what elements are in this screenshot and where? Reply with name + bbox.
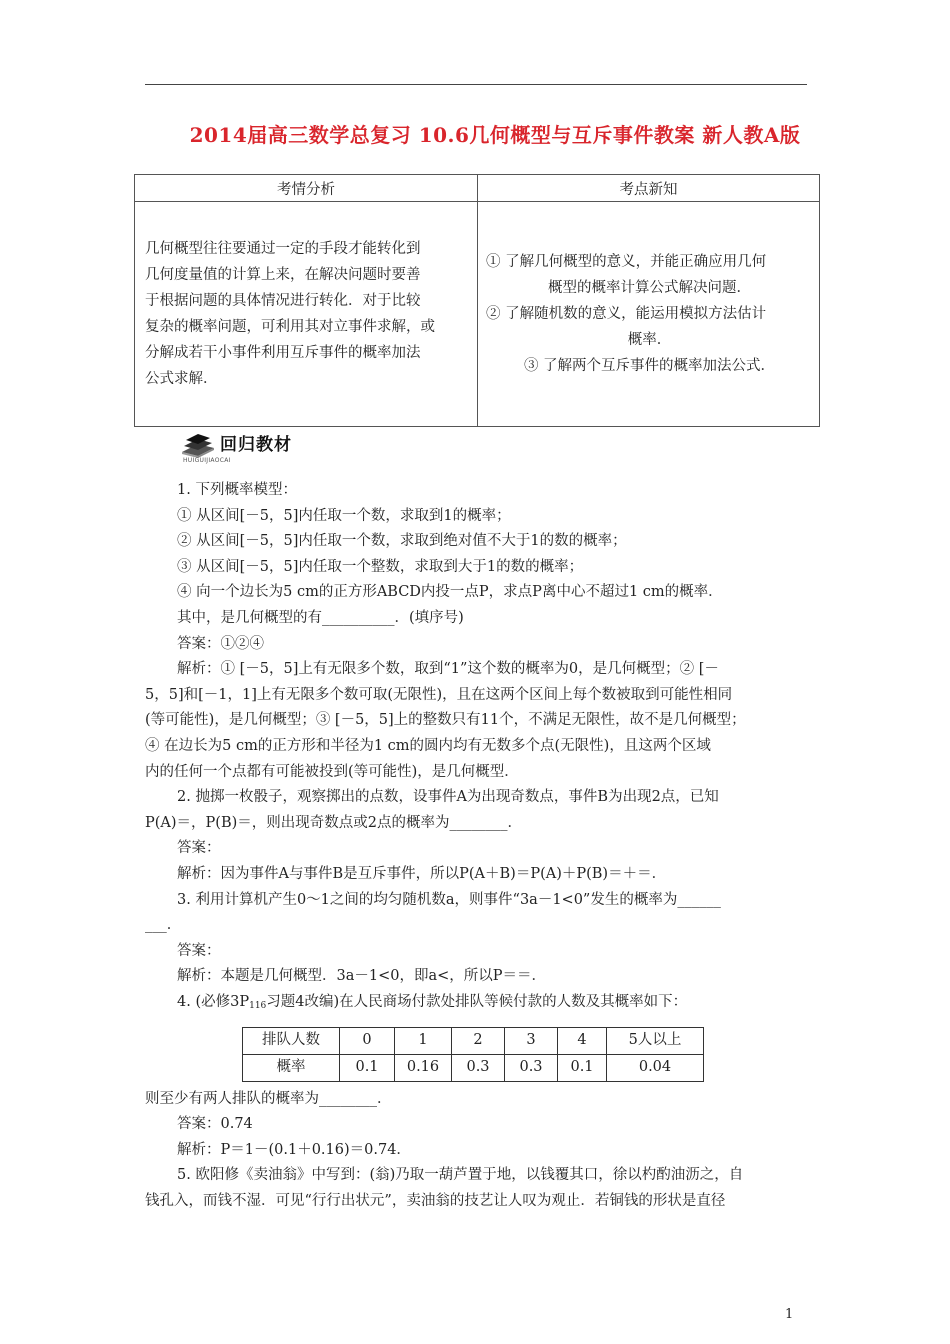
q1-explain: 内的任何一个点都有可能被投到(等可能性)，是几何概型． (145, 763, 519, 780)
analysis-right-line: ③ 了解两个互斥事件的概率加法公式． (523, 358, 776, 374)
q1-explain: 5，5]和[－1，1]上有无限多个数可取(无限性)，且在这两个区间上每个数被取到可能性相同 (145, 686, 733, 703)
q3-answer: 答案： (177, 942, 221, 959)
table-cell: 3 (505, 1028, 558, 1055)
books-icon (178, 428, 218, 460)
table-cell: 0.3 (505, 1055, 558, 1082)
q1-explain: (等可能性)，是几何概型；③ [－5，5]上的整数只有11个，不满足无限性，故不是几何概型； (145, 712, 746, 729)
analysis-right-line: ① 了解几何概型的意义，并能正确应用几何 (486, 254, 767, 270)
table-cell: 0.1 (558, 1055, 607, 1082)
analysis-left-line: 于根据问题的具体情况进行转化．对于比较 (145, 293, 421, 309)
section-banner (178, 428, 308, 468)
q4-explain: 解析：P＝1－(0.1＋0.16)＝0.74． (177, 1141, 411, 1158)
q4-stem-pre: 4. (必修3P (177, 993, 250, 1010)
table-cell: 0 (340, 1028, 395, 1055)
q1-option: ② 从区间[－5，5]内任取一个数，求取到绝对值不大于1的数的概率； (177, 533, 627, 550)
table-cell: 1 (395, 1028, 452, 1055)
page-number: 1 (785, 1307, 794, 1322)
q4-stem-sub: 116 (249, 1000, 267, 1011)
analysis-left-line: 公式求解． (145, 371, 218, 387)
analysis-header-right: 考点新知 (478, 175, 820, 202)
q2-answer: 答案： (177, 840, 221, 857)
banner-subtitle: HUIGUIJIAOCAI (183, 457, 231, 464)
q1-option: ① 从区间[－5，5]内任取一个数，求取到1的概率； (177, 507, 511, 524)
q1-explain: ④ 在边长为5 cm的正方形和半径为1 cm的圆内均有无数多个点(无限性)，且这两个区域 (145, 737, 711, 754)
q2-stem: 2. 抛掷一枚骰子，观察掷出的点数，设事件A为出现奇数点，事件B为出现2点，已知 (177, 789, 719, 806)
analysis-left-cell (135, 202, 478, 427)
table-cell: 排队人数 (243, 1028, 340, 1055)
q2-explain: 解析：因为事件A与事件B是互斥事件，所以P(A＋B)＝P(A)＋P(B)＝＋＝． (177, 865, 667, 882)
table-cell: 2 (452, 1028, 505, 1055)
analysis-left-line: 几何概型往往要通过一定的手段才能转化到 (145, 241, 421, 257)
q1-option: ③ 从区间[－5，5]内任取一个整数，求取到大于1的数的概率； (177, 558, 584, 575)
table-cell: 4 (558, 1028, 607, 1055)
q1-ask: 其中，是几何概型的有__________．(填序号) (177, 609, 464, 626)
queue-probability-table (242, 1027, 704, 1081)
table-row (243, 1028, 704, 1055)
q4-ask: 则至少有两人排队的概率为________． (145, 1090, 392, 1107)
analysis-header-left: 考情分析 (135, 175, 478, 202)
q4-stem (145, 990, 807, 1020)
q3-stem: 3. 利用计算机产生0～1之间的均匀随机数a，则事件“3a－1<0”发生的概率为______ (177, 891, 721, 908)
header-rule (145, 84, 807, 85)
analysis-right-line: ② 了解随机数的意义，能运用模拟方法估计 (486, 306, 767, 322)
q4-answer: 答案：0.74 (177, 1116, 253, 1133)
q1-stem: 1. 下列概率模型： (177, 482, 297, 498)
analysis-right-line: 概率． (627, 332, 672, 348)
analysis-left-line: 分解成若干小事件利用互斥事件的概率加法 (145, 345, 421, 361)
q1-answer: 答案：①②④ (177, 635, 264, 652)
table-cell: 0.04 (607, 1055, 704, 1082)
table-cell: 0.1 (340, 1055, 395, 1082)
table-cell: 概率 (243, 1055, 340, 1082)
analysis-right-cell (478, 202, 820, 427)
table-cell: 5人以上 (607, 1028, 704, 1055)
q1-option: ④ 向一个边长为5 cm的正方形ABCD内投一点P，求点P离中心不超过1 cm的概率． (177, 584, 723, 601)
q4-stem-post: 习题4改编)在人民商场付款处排队等候付款的人数及其概率如下： (266, 993, 688, 1010)
document-title: 2014届高三数学总复习 10.6几何概型与互斥事件教案 新人教A版 (189, 123, 801, 147)
q3-stem: ___． (145, 917, 182, 934)
analysis-left-line: 复杂的概率问题，可利用其对立事件求解，或 (145, 319, 435, 335)
analysis-table (134, 174, 820, 427)
q3-explain: 解析：本题是几何概型．3a－1<0，即a<，所以P＝＝． (177, 968, 547, 985)
q1-explain: 解析：① [－5，5]上有无限多个数，取到“1”这个数的概率为0，是几何概型；② [－ (177, 661, 719, 678)
table-cell: 0.16 (395, 1055, 452, 1082)
banner-title: 回归教材 (220, 435, 292, 455)
table-row (243, 1055, 704, 1082)
main-content (145, 478, 807, 1215)
analysis-right-line: 概型的概率计算公式解决问题． (548, 280, 751, 296)
table-cell: 0.3 (452, 1055, 505, 1082)
analysis-left-line: 几何度量值的计算上来，在解决问题时要善 (145, 267, 421, 283)
q5-stem: 钱孔入，而钱不湿．可见“行行出状元”，卖油翁的技艺让人叹为观止．若铜钱的形状是直径 (145, 1193, 726, 1210)
q5-stem: 5. 欧阳修《卖油翁》中写到：(翁)乃取一葫芦置于地，以钱覆其口，徐以杓酌油沥之，自 (177, 1167, 744, 1184)
q2-stem: P(A)＝，P(B)＝，则出现奇数点或2点的概率为________． (145, 814, 522, 831)
